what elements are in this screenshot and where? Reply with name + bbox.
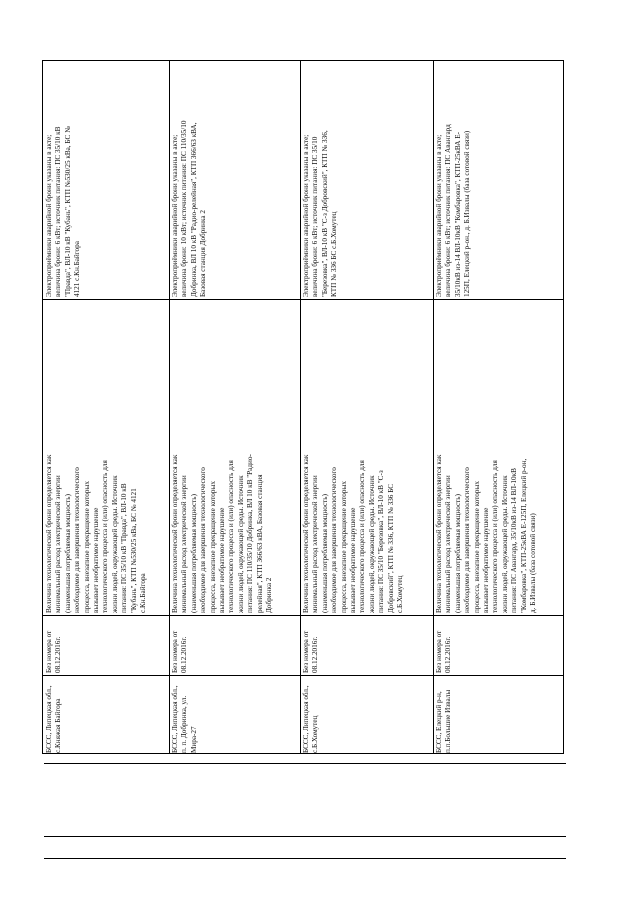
description-text: Величина технологической брони определяется как минимальный расход электрической энергии (наименьшая потребляемая мощность) необходимое для завершения технологического процесса, внезапное прекращение которых вызывает необратимое нарушение технологического процесса и (или) опасность для жизни людей, окружающей среды. Источник питания: ПС 35/10 кВ "Правда", ВЛ-10 кВ "Кубань", КТП №530/25 кВа, БС № 4121 с.Кн.Байгора	[45, 454, 148, 613]
cell-emergency	[43, 61, 169, 299]
cell-number	[433, 615, 563, 675]
cell-description	[43, 299, 169, 615]
location-text: БССС, Липецкая обл., с.Б.Хомутец	[302, 685, 320, 753]
emergency-text: Электроприёмники аварийной брони указаны в акте; величина брони: 6 кВт; источник питания: ПС 35/10 кВ "Правда", ВЛ-10 кВ "Кубань", КТП №530/25 кВа, БС № 4121 с.Кн.Байгора	[45, 126, 82, 297]
cell-description	[300, 299, 433, 615]
emergency-text: Электроприёмники аварийной брони указаны в акте; величина брони: 6 кВт; источник питания: ПС 35/10 "Березовка", ВЛ-10 кВ "С-з Добровский", КТП № 336, КТП № 336 БС с.Б.Хомутец	[302, 130, 339, 297]
cell-number	[43, 615, 169, 675]
description-text: Величина технологической брони определяется как минимальный расход электрической энергии (наименьшая потребляемая мощность) необходимое для завершения технологического процесса, внезапное прекращение которых вызывает необратимое нарушение технологического процесса и (или) опасность для жизни людей, окружающей среды. Источник питания: ПС 35/10 "Березовка", ВЛ-10 кВ "С-з Добровский", КТП № 336, КТП № 336 БС с.Б.Хомутец	[302, 454, 405, 613]
cell-location	[300, 675, 433, 755]
number-text: Без номера от 08.12.2016г.	[171, 630, 189, 673]
separator-line	[44, 836, 566, 837]
cell-number	[300, 615, 433, 675]
number-text: Без номера от 08.12.2016г.	[45, 630, 63, 673]
rotated-table	[42, 60, 564, 754]
number-text: Без номера от 08.12.2016г.	[435, 630, 453, 673]
description-text: Величина технологической брони определяется как минимальный расход электрической энергии (наименьшая потребляемая мощность) необходимое для завершения технологического процесса, внезапное прекращение которых вызывает необратимое нарушение технологического процесса и (или) опасность для жизни людей, окружающей среды. Источник питания: ПС 110/35/10 Добринка, ВЛ 10 кВ "Радио- релейная", КТП 366/63 кВА, Базовая станция Добринка 2	[171, 454, 274, 613]
cell-location	[169, 675, 300, 755]
location-text: БССС, Липецкая обл., п. п. Добринка, ул. Мира-27	[171, 685, 198, 753]
separator-line	[44, 858, 566, 859]
cell-emergency	[169, 61, 300, 299]
cell-location	[43, 675, 169, 755]
cell-number	[169, 615, 300, 675]
number-text: Без номера от 08.12.2016г.	[302, 630, 320, 673]
cell-description	[433, 299, 563, 615]
description-text: Величина технологической брони определяется как минимальный расход электрической энергии (наименьшая потребляемая мощность) необходимое для завершения технологического процесса, внезапное прекращение которых вызывает необратимое нарушение технологического процесса и (или) опасность для жизни людей, окружающей среды. Источник питания: ПС Авангард, 35/10кВ из-14 ВЛ-10кВ "Комбаровка", КТП-25кВА Е-125П, Елецкий р-он, д. Б.Извалы (база сотовой связи)	[435, 454, 538, 613]
emergency-text: Электроприёмники аварийной брони указаны в акте; величина брони: 10 кВт; источник питания: ПС 110/35/10 Добринка, ВЛ 10 кВ "Радио-релейная", КТП 366/63 кВА, Базовая станция Добринка 2	[171, 120, 208, 297]
location-text: БССС, Елецкий р-н, п.п.Большие Извалы	[435, 689, 453, 753]
cell-description	[169, 299, 300, 615]
cell-location	[433, 675, 563, 755]
location-text: БССС, Липецкая обл., с.Княжая Байгора	[45, 685, 63, 753]
emergency-text: Электроприёмники аварийной брони указаны в акте; величина брони: 6 кВт; источник питания: ПС Авангард 35/10кВ из-14 ВЛ-10кВ "Комбаровка", КТП-25кВА Е- 125П, Елецкий р-он., д. Б.Извалы (база сотовой связи)	[435, 124, 472, 297]
cell-emergency	[300, 61, 433, 299]
cell-emergency	[433, 61, 563, 299]
separator-line	[44, 763, 566, 764]
